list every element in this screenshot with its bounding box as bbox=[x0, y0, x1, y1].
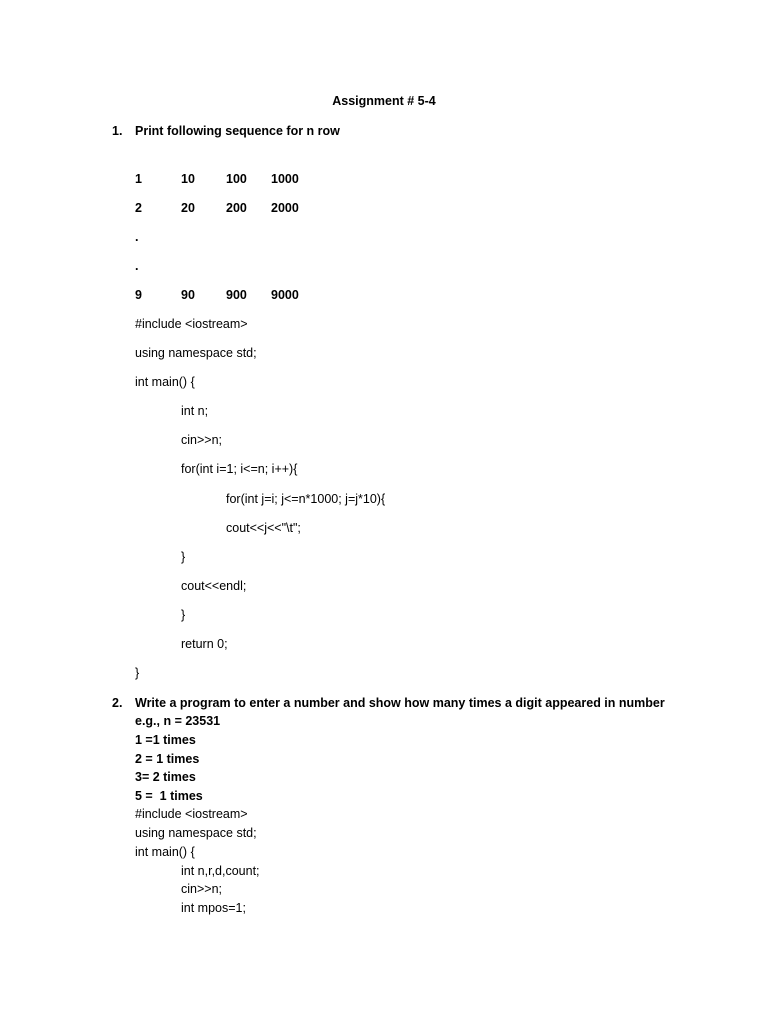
code-line: int main() { bbox=[135, 375, 195, 389]
assignment-title: Assignment # 5-4 bbox=[332, 94, 436, 108]
code-line: cout<<endl; bbox=[181, 579, 247, 593]
q1-text: Print following sequence for n row bbox=[135, 124, 340, 138]
code-line: } bbox=[181, 550, 186, 564]
code-line: for(int i=1; i<=n; i++){ bbox=[181, 462, 298, 476]
code-line: return 0; bbox=[181, 637, 228, 651]
example-line: e.g., n = 23531 bbox=[135, 714, 221, 728]
code-line: cout<<j<<"\t"; bbox=[226, 521, 301, 535]
example-line: 3= 2 times bbox=[135, 770, 196, 784]
example-line: 2 = 1 times bbox=[135, 752, 200, 766]
ellipsis-dot: . bbox=[135, 259, 139, 273]
code-line: } bbox=[135, 666, 140, 680]
code-line: int n; bbox=[181, 404, 209, 418]
code-line: cin>>n; bbox=[181, 433, 223, 447]
seq-cell: 2 bbox=[135, 201, 142, 215]
seq-cell: 200 bbox=[226, 201, 247, 215]
seq-cell: 1000 bbox=[271, 172, 299, 186]
code-line: #include <iostream> bbox=[135, 807, 248, 821]
seq-cell: 100 bbox=[226, 172, 247, 186]
example-line: 5 = 1 times bbox=[135, 789, 203, 803]
seq-cell: 9000 bbox=[271, 288, 299, 302]
seq-cell: 900 bbox=[226, 288, 247, 302]
seq-cell: 1 bbox=[135, 172, 142, 186]
q2-number: 2. bbox=[112, 696, 123, 710]
example-line: 1 =1 times bbox=[135, 733, 196, 747]
q1-number: 1. bbox=[112, 124, 123, 138]
ellipsis-dot: . bbox=[135, 230, 139, 244]
code-line: } bbox=[181, 608, 186, 622]
q2-text: Write a program to enter a number and show how many times a digit appeared in number bbox=[135, 696, 665, 710]
code-line: using namespace std; bbox=[135, 826, 257, 840]
seq-cell: 2000 bbox=[271, 201, 299, 215]
seq-cell: 9 bbox=[135, 288, 142, 302]
code-line: cin>>n; bbox=[181, 882, 223, 896]
code-line: #include <iostream> bbox=[135, 317, 248, 331]
code-line: int n,r,d,count; bbox=[181, 864, 260, 878]
code-line: for(int j=i; j<=n*1000; j=j*10){ bbox=[226, 492, 386, 506]
code-line: int main() { bbox=[135, 845, 195, 859]
code-line: int mpos=1; bbox=[181, 901, 246, 915]
seq-cell: 10 bbox=[181, 172, 195, 186]
seq-cell: 90 bbox=[181, 288, 195, 302]
code-line: using namespace std; bbox=[135, 346, 257, 360]
seq-cell: 20 bbox=[181, 201, 195, 215]
